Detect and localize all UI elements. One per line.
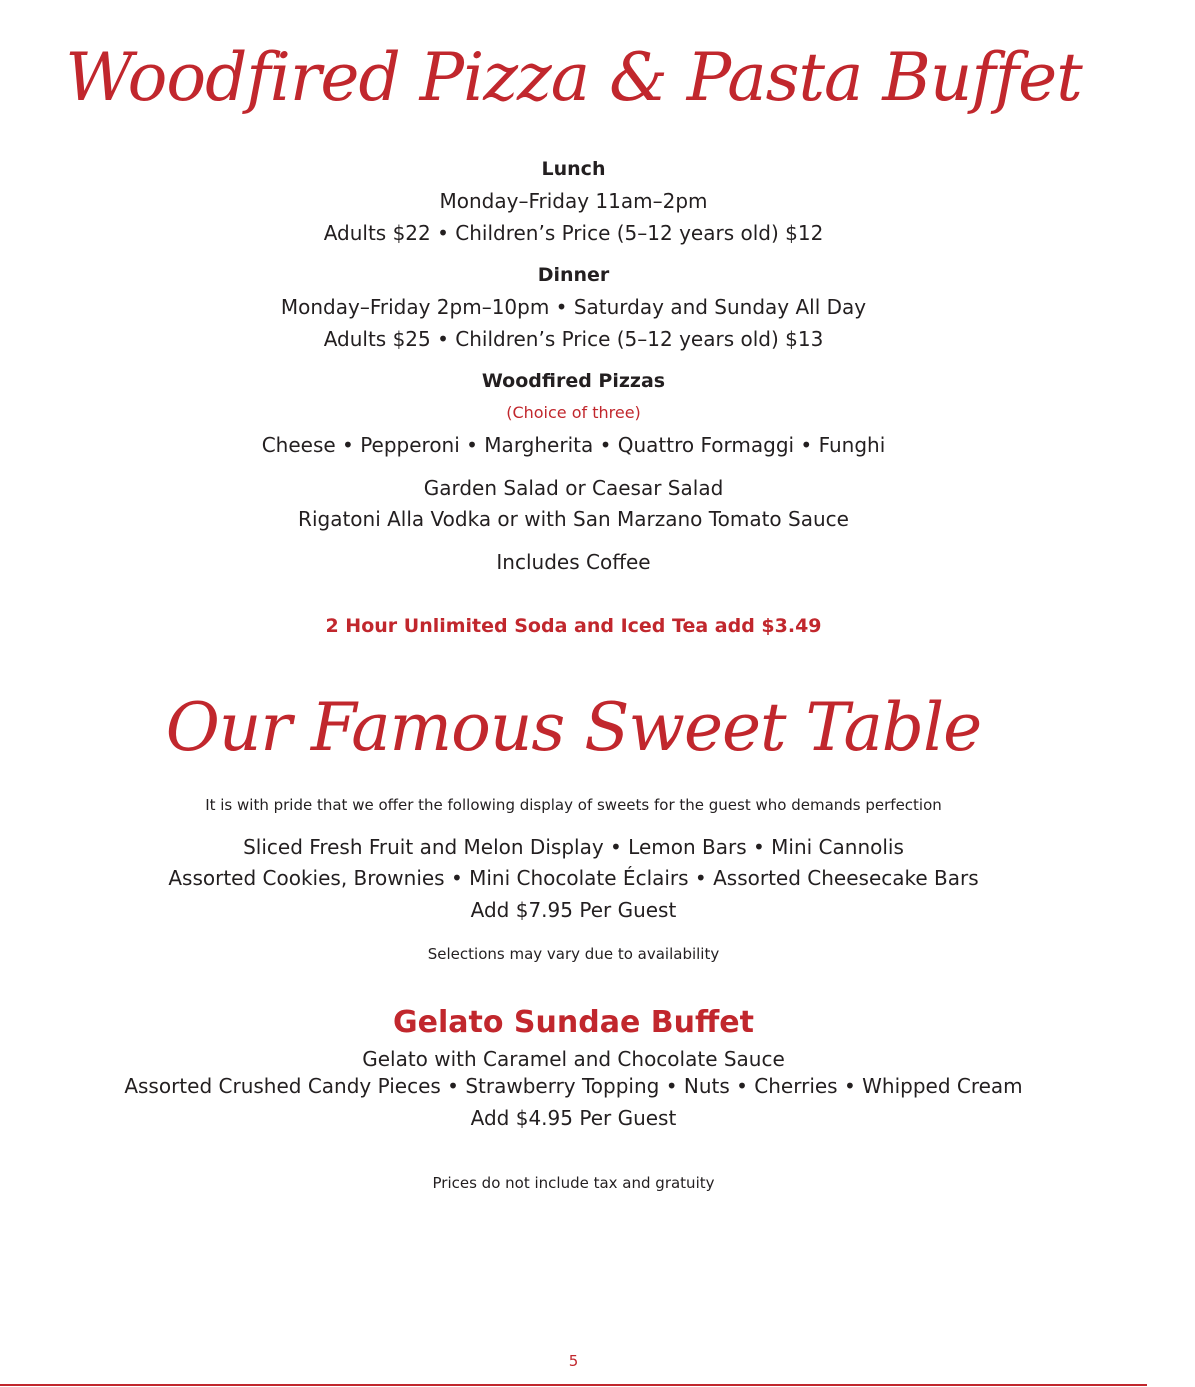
- lunch-hours: Monday–Friday 11am–2pm: [439, 189, 708, 213]
- sweet-table-intro: It is with pride that we offer the following display of sweets for the guest who demands perfection: [205, 796, 942, 814]
- buffet-title: Woodfired Pizza & Pasta Buffet: [65, 39, 1082, 116]
- gelato-line-1: Gelato with Caramel and Chocolate Sauce: [362, 1047, 785, 1071]
- coffee-note: Includes Coffee: [496, 550, 651, 574]
- pizzas-list: Cheese • Pepperoni • Margherita • Quattro Formaggi • Funghi: [261, 433, 886, 457]
- soda-addon: 2 Hour Unlimited Soda and Iced Tea add $3.49: [325, 615, 822, 637]
- sweet-table-price: Add $7.95 Per Guest: [470, 898, 677, 922]
- salad-options: Garden Salad or Caesar Salad: [423, 476, 724, 500]
- dinner-prices: Adults $25 • Children’s Price (5–12 years old) $13: [323, 327, 824, 351]
- tax-note: Prices do not include tax and gratuity: [432, 1174, 715, 1192]
- sweet-table-line-2: Assorted Cookies, Brownies • Mini Chocolate Éclairs • Assorted Cheesecake Bars: [168, 866, 979, 890]
- dinner-hours: Monday–Friday 2pm–10pm • Saturday and Sunday All Day: [280, 295, 867, 319]
- dinner-heading: Dinner: [537, 264, 610, 286]
- pasta-options: Rigatoni Alla Vodka or with San Marzano Tomato Sauce: [298, 507, 849, 531]
- page-number: 5: [568, 1352, 579, 1370]
- sweet-table-title: Our Famous Sweet Table: [165, 689, 982, 766]
- lunch-prices: Adults $22 • Children’s Price (5–12 years old) $12: [323, 221, 824, 245]
- gelato-line-2: Assorted Crushed Candy Pieces • Strawberry Topping • Nuts • Cherries • Whipped Cream: [124, 1074, 1023, 1098]
- pizzas-heading: Woodfired Pizzas: [481, 370, 666, 392]
- availability-note: Selections may vary due to availability: [427, 945, 720, 963]
- sweet-table-line-1: Sliced Fresh Fruit and Melon Display • Lemon Bars • Mini Cannolis: [243, 835, 904, 859]
- footer-rule: [0, 1384, 1147, 1386]
- pizzas-choice-note: (Choice of three): [506, 403, 641, 422]
- gelato-price: Add $4.95 Per Guest: [470, 1106, 677, 1130]
- gelato-title: Gelato Sundae Buffet: [393, 1005, 754, 1040]
- lunch-heading: Lunch: [541, 158, 606, 180]
